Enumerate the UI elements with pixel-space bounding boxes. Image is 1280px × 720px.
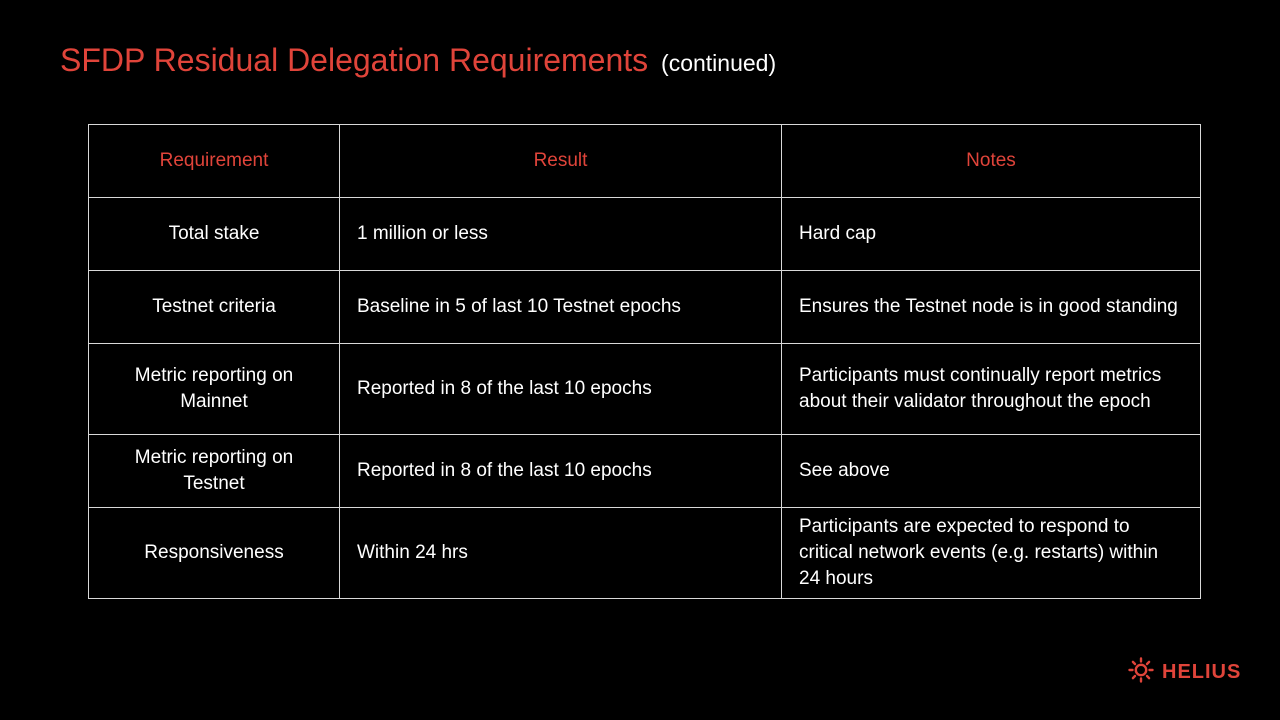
- header-notes: Notes: [782, 125, 1201, 198]
- table-row: [89, 271, 1201, 344]
- helius-wordmark: HELIUS: [1162, 661, 1242, 683]
- cell-requirement: Responsiveness: [89, 508, 340, 599]
- cell-notes: See above: [782, 435, 1201, 508]
- cell-requirement: Total stake: [89, 198, 340, 271]
- table-row: [89, 435, 1201, 508]
- slide-title-suffix: (continued): [661, 50, 777, 76]
- slide-title-main: SFDP Residual Delegation Requirements: [60, 42, 649, 78]
- cell-notes: Participants are expected to respond to critical network events (e.g. restarts) within 24 hours: [782, 508, 1201, 599]
- cell-result: Reported in 8 of the last 10 epochs: [340, 344, 782, 435]
- helius-sun-icon: [1128, 657, 1154, 688]
- cell-result: 1 million or less: [340, 198, 782, 271]
- table-row: [89, 198, 1201, 271]
- cell-result: Baseline in 5 of last 10 Testnet epochs: [340, 271, 782, 344]
- requirements-table: [88, 124, 1201, 599]
- cell-requirement: Metric reporting on Testnet: [89, 435, 340, 508]
- table-row: [89, 508, 1201, 599]
- cell-notes: Participants must continually report metrics about their validator throughout the epoch: [782, 344, 1201, 435]
- helius-logo: [1128, 657, 1241, 688]
- header-requirement: Requirement: [89, 125, 340, 198]
- cell-result: Within 24 hrs: [340, 508, 782, 599]
- cell-result: Reported in 8 of the last 10 epochs: [340, 435, 782, 508]
- table-header-row: [89, 125, 1201, 198]
- header-result: Result: [340, 125, 782, 198]
- cell-notes: Ensures the Testnet node is in good standing: [782, 271, 1201, 344]
- cell-requirement: Metric reporting on Mainnet: [89, 344, 340, 435]
- slide-title: [60, 42, 776, 79]
- table-row: [89, 344, 1201, 435]
- cell-requirement: Testnet criteria: [89, 271, 340, 344]
- cell-notes: Hard cap: [782, 198, 1201, 271]
